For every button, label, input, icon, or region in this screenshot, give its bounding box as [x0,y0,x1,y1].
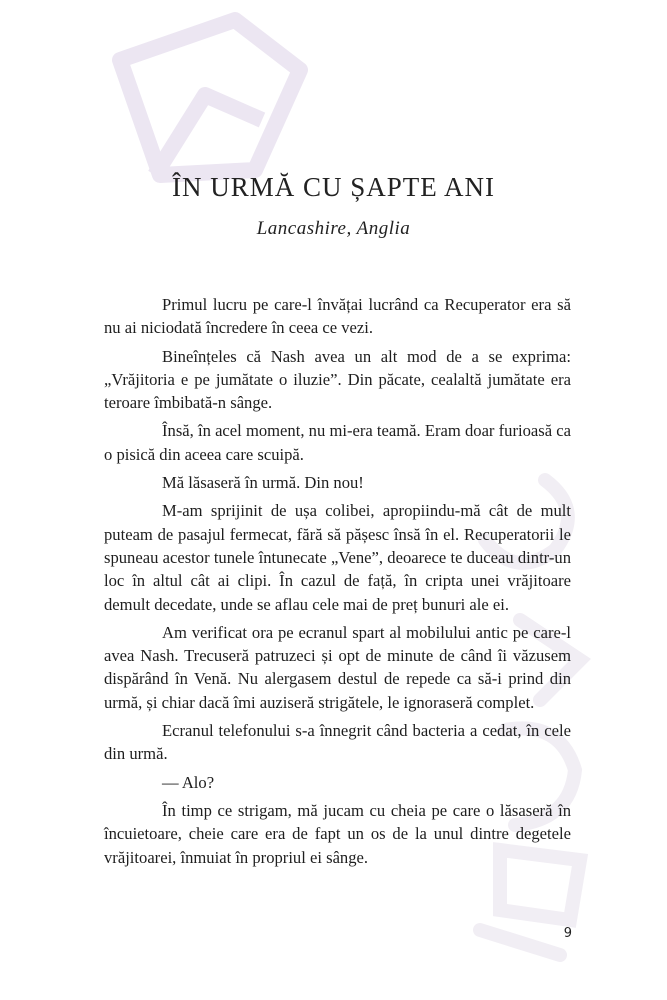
page-number: 9 [563,926,572,941]
paragraph: Primul lucru pe care-l învățai lucrând ca Recuperator era să nu ai niciodată încredere în ceea ce vezi. [104,295,571,338]
chapter-title: ÎN URMĂ CU ȘAPTE ANI [171,172,496,202]
chapter-location: Lancashire, Anglia [256,218,411,239]
paragraph: Ecranul telefonului s-a înnegrit când bacteria a cedat, în cele din urmă. [104,721,571,764]
dialogue-line: — Alo? [162,772,215,792]
paragraph: Însă, în acel moment, nu mi-era teamă. Eram doar furioasă ca o pisică din aceea care scuipă. [104,421,571,464]
paragraph: În timp ce strigam, mă jucam cu cheia pe care o lăsaseră în încuietoare, cheie care era de fapt un os de la unul dintre degetele vrăjitoarei, înmuiat în propriul ei sânge. [104,800,571,867]
paragraph: Mă lăsaseră în urmă. Din nou! [162,473,364,493]
paragraph: Bineînțeles că Nash avea un alt mod de a se exprima: „Vrăjitoria e pe jumătate o iluzie”. Din păcate, cealaltă jumătate era teroare îmbibată-n sânge. [104,346,571,413]
body-text [104,293,571,874]
paragraph: M-am sprijinit de ușa colibei, apropiindu-mă cât de mult puteam de pasajul fermecat, fără să pășesc însă în el. Recuperatorii le spuneau acestor tunele întunecate „Vene”, deoarece te duceau dintr-un loc în altul cât ai clipi. În cazul de față, în cripta unei vrăjitoare demult decedate, unde se aflau cele mai de preț bunuri ale ei. [104,501,571,614]
paragraph: Am verificat ora pe ecranul spart al mobilului antic pe care-l avea Nash. Trecuseră patruzeci și opt de minute de când îi văzusem dispărând în Venă. Nu alergasem destul de repede ca să-i prind din urmă, și chiar dacă îmi auziseră strigătele, le ignoraseră complet. [104,622,571,712]
